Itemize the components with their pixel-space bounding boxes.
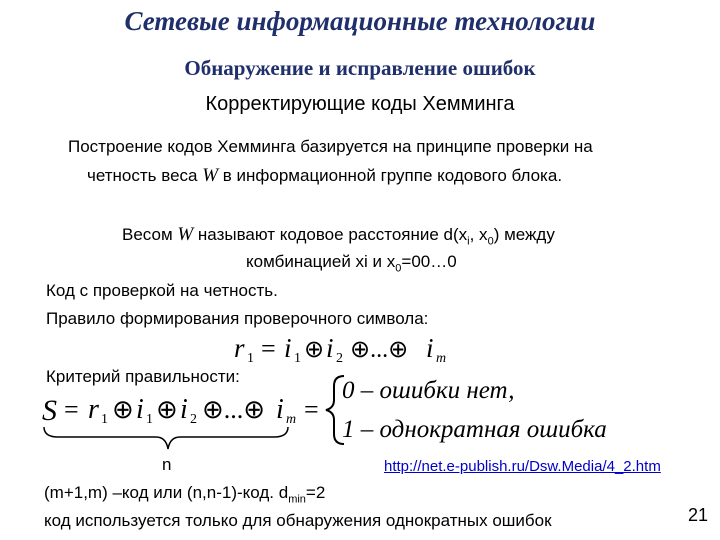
xor-operator: ⊕ <box>156 395 178 424</box>
xor-chain-operator: ⊕...⊕ <box>350 337 409 363</box>
text-fragment: =2 <box>305 483 326 502</box>
formula-equals: = <box>261 334 276 363</box>
weight-symbol: W <box>202 165 219 186</box>
xor-operator: ⊕ <box>112 395 134 424</box>
formula-subscript: 1 <box>294 351 301 366</box>
last-line: код используется только для обнаружения однократных ошибок <box>44 511 552 530</box>
text-fragment: Весом <box>122 225 178 244</box>
subscript: min <box>288 493 306 506</box>
formula-subscript: m <box>436 351 447 366</box>
weight-symbol: W <box>177 224 194 245</box>
formula-subscript: 2 <box>190 412 197 427</box>
subscript: i <box>467 235 470 248</box>
formula-subscript: 1 <box>247 351 254 366</box>
formula-subscript: m <box>286 412 297 427</box>
page-number: 21 <box>688 505 709 525</box>
paragraph-2-line-1 <box>122 224 555 247</box>
formula-subscript: 1 <box>146 412 153 427</box>
text-fragment: (m+1,m) –код или (n,n-1)-код. d <box>44 483 289 502</box>
formula-i: i <box>136 394 144 425</box>
reference-link[interactable]: http://net.e-publish.ru/Dsw.Media/4_2.htm <box>384 458 661 475</box>
xor-operator: ⊕ <box>304 337 325 363</box>
underbrace <box>40 425 292 455</box>
case-no-error: 0 – ошибки нет, <box>342 377 515 404</box>
subscript: 0 <box>487 235 494 248</box>
text-fragment: , x <box>469 225 488 244</box>
formula-equals: = <box>64 395 79 424</box>
paragraph-1-line-1: Построение кодов Хемминга базируется на принципе проверки на <box>68 137 593 156</box>
criterion-line: Критерий правильности: <box>46 367 240 386</box>
text-fragment: называют кодовое расстояние d(x <box>193 225 468 244</box>
slide-title: Сетевые информационные технологии <box>124 6 596 36</box>
formula-subscript: 1 <box>101 412 108 427</box>
check-symbol-formula <box>230 330 460 366</box>
paragraph-1-line-2 <box>87 165 562 187</box>
formula-equals: = <box>304 395 319 424</box>
text-fragment: ) между <box>493 225 555 244</box>
subscript: 0 <box>395 262 402 275</box>
formula-i: i <box>426 333 434 363</box>
parity-code-line: Код с проверкой на четность. <box>46 281 278 300</box>
text-fragment: =00…0 <box>401 252 457 271</box>
text-fragment: в информационной группе кодового блока. <box>218 166 563 185</box>
underbrace-label: n <box>162 455 172 474</box>
case-single-error: 1 – однократная ошибка <box>342 416 607 443</box>
section-heading: Корректирующие коды Хемминга <box>205 93 515 115</box>
formula-S: S <box>42 394 57 427</box>
formula-i: i <box>180 394 188 425</box>
formula-r: r <box>234 333 245 363</box>
paragraph-2-line-2 <box>246 252 457 274</box>
text-fragment: четность веса <box>87 166 203 185</box>
slide-subtitle: Обнаружение и исправление ошибок <box>184 56 536 80</box>
xor-chain-operator: ⊕...⊕ <box>202 395 266 424</box>
formula-r: r <box>88 394 99 425</box>
formula-i: i <box>276 394 284 425</box>
formula-i: i <box>326 333 334 363</box>
text-fragment: комбинацией xi и x <box>246 252 396 271</box>
formula-i: i <box>284 333 292 363</box>
code-line <box>44 483 325 505</box>
formula-subscript: 2 <box>336 351 343 366</box>
rule-line: Правило формирования проверочного символа: <box>46 309 429 328</box>
